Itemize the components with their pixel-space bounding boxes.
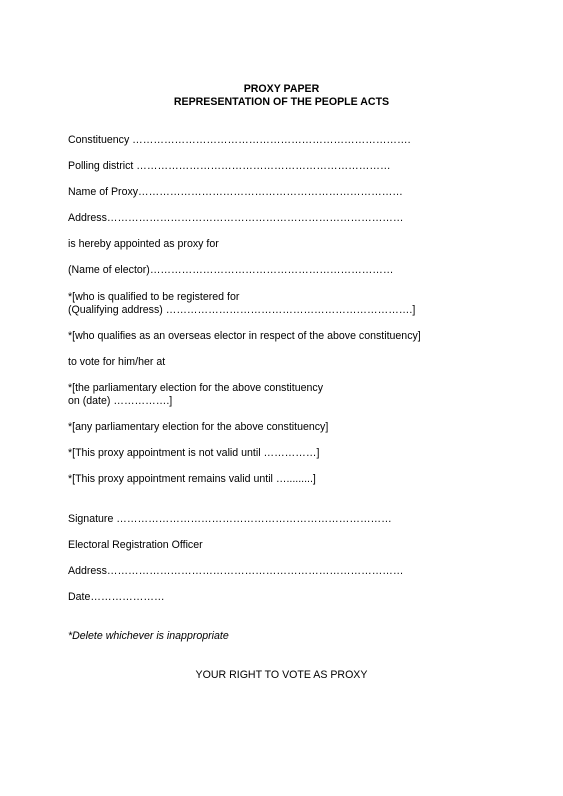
remains-valid-until-clause: *[This proxy appointment remains valid until ….........] (68, 473, 316, 485)
name-of-proxy-field: Name of Proxy………………………………………………………………… (68, 186, 403, 198)
election-date-field: on (date) …………….] (68, 395, 173, 407)
parliamentary-election-clause: *[the parliamentary election for the above constituency (68, 382, 323, 394)
appointed-text: is hereby appointed as proxy for (68, 238, 219, 250)
vote-for-text: to vote for him/her at (68, 356, 166, 368)
date-field: Date………………… (68, 591, 165, 603)
ero-address-field: Address………………………………………………………………………… (68, 565, 404, 577)
any-parliamentary-clause: *[any parliamentary election for the above constituency] (68, 421, 329, 433)
delete-footnote: *Delete whichever is inappropriate (68, 630, 229, 642)
document-subtitle: REPRESENTATION OF THE PEOPLE ACTS (173, 96, 390, 108)
polling-district-field: Polling district ……………………………………………………………… (68, 160, 391, 172)
not-valid-until-clause: *[This proxy appointment is not valid until ……………] (68, 447, 320, 459)
document-title: PROXY PAPER (243, 83, 320, 95)
constituency-field: Constituency ……………………………………………………………………. (68, 134, 411, 146)
qualifying-address-field: (Qualifying address) …………………………………………………………….] (68, 304, 416, 316)
signature-field: Signature …………………………………………………………………… (68, 513, 392, 525)
qualified-clause-line1: *[who is qualified to be registered for (68, 291, 240, 303)
footer-heading: YOUR RIGHT TO VOTE AS PROXY (195, 669, 368, 681)
overseas-clause: *[who qualifies as an overseas elector in respect of the above constituency] (68, 330, 421, 342)
name-of-elector-field: (Name of elector)…………………………………………………………… (68, 264, 394, 276)
ero-label: Electoral Registration Officer (68, 539, 203, 551)
proxy-address-field: Address………………………………………………………………………… (68, 212, 404, 224)
